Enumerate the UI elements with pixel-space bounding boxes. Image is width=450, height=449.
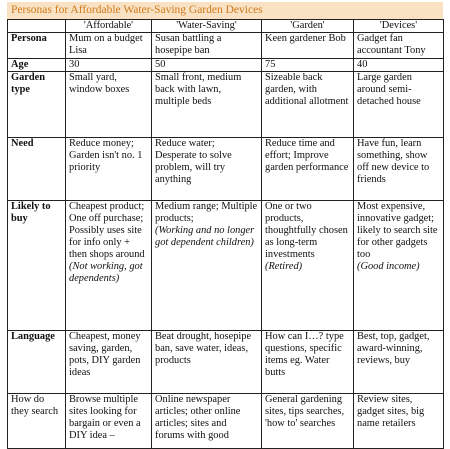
table-cell: 50: [152, 59, 262, 72]
cell-note: (Good income): [357, 261, 420, 272]
persona-table: [7, 19, 444, 449]
column-header-water-saving: 'Water-Saving': [152, 20, 262, 33]
column-header-affordable: 'Affordable': [66, 20, 152, 33]
row-label-age: Age: [8, 59, 66, 72]
table-cell: Browse multiple sites looking for bargain or even a DIY idea –: [66, 394, 152, 449]
table-cell: [354, 201, 444, 331]
corner-cell: [8, 20, 66, 33]
table-cell: Reduce money; Garden isn't no. 1 priority: [66, 138, 152, 201]
table-cell: Mum on a budget Lisa: [66, 33, 152, 59]
table-cell: General gardening sites, tips searches, 'how to' searches: [262, 394, 354, 449]
header-row: [8, 20, 444, 33]
column-header-devices: 'Devices': [354, 20, 444, 33]
row-label-garden-type: Garden type: [8, 72, 66, 138]
table-cell: 30: [66, 59, 152, 72]
table-title: Personas for Affordable Water-Saving Garden Devices: [7, 2, 443, 19]
table-row: [8, 394, 444, 449]
table-cell: Small front, medium back with lawn, multiple beds: [152, 72, 262, 138]
cell-note: (Not working, got dependents): [69, 261, 143, 284]
table-cell: Review sites, gadget sites, big name retailers: [354, 394, 444, 449]
cell-note: (Working and no longer got dependent children): [155, 225, 255, 248]
table-row: [8, 59, 444, 72]
table-cell: Gadget fan accountant Tony: [354, 33, 444, 59]
table-cell: [66, 201, 152, 331]
table-cell: [152, 201, 262, 331]
cell-text: Medium range; Multiple products;: [155, 201, 258, 224]
cell-note: (Retired): [265, 261, 303, 272]
table-cell: Have fun, learn something, show off new device to friends: [354, 138, 444, 201]
cell-text: One or two products, thoughtfully chosen as long-term investments: [265, 201, 348, 260]
table-cell: Susan battling a hosepipe ban: [152, 33, 262, 59]
table-cell: Large garden around semi-detached house: [354, 72, 444, 138]
table-cell: Online newspaper articles; other online articles; sites and forums with good: [152, 394, 262, 449]
table-row: [8, 138, 444, 201]
row-label-search: How do they search: [8, 394, 66, 449]
table-cell: Reduce time and effort; Improve garden performance: [262, 138, 354, 201]
row-label-likely-to-buy: Likely to buy: [8, 201, 66, 331]
table-row: [8, 331, 444, 394]
table-cell: [262, 201, 354, 331]
column-header-garden: 'Garden': [262, 20, 354, 33]
table-row: [8, 201, 444, 331]
table-cell: Best, top, gadget, award-winning, reviews, buy: [354, 331, 444, 394]
table-cell: Small yard, window boxes: [66, 72, 152, 138]
table-cell: Keen gardener Bob: [262, 33, 354, 59]
table-cell: Reduce water; Desperate to solve problem, will try anything: [152, 138, 262, 201]
table-row: [8, 33, 444, 59]
table-cell: 40: [354, 59, 444, 72]
row-label-persona: Persona: [8, 33, 66, 59]
cell-text: Most expensive, innovative gadget; likely to search site for other gadgets too: [357, 201, 438, 260]
cell-text: Cheapest product; One off purchase; Possibly uses site for info only + then shops around: [69, 201, 145, 260]
table-cell: Cheapest, money saving, garden, pots, DIY garden ideas: [66, 331, 152, 394]
table-cell: 75: [262, 59, 354, 72]
table-row: [8, 72, 444, 138]
table-cell: How can I…? type questions, specific items eg. Water butts: [262, 331, 354, 394]
table-cell: Sizeable back garden, with additional allotment: [262, 72, 354, 138]
row-label-need: Need: [8, 138, 66, 201]
table-cell: Beat drought, hosepipe ban, save water, ideas, products: [152, 331, 262, 394]
row-label-language: Language: [8, 331, 66, 394]
